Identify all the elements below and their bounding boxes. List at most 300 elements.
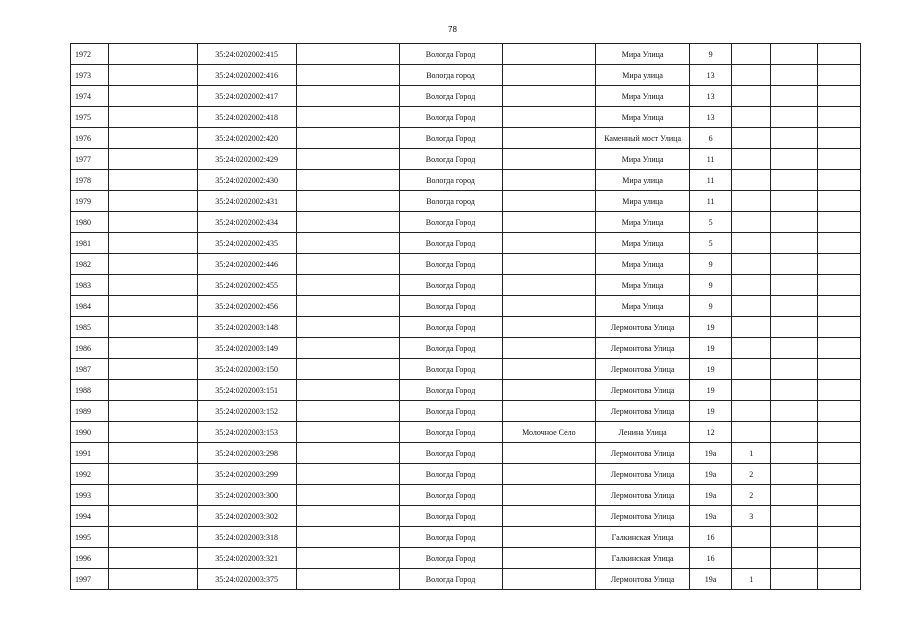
- row-number-cell: 1997: [71, 569, 109, 590]
- building-number-cell: 3: [732, 506, 771, 527]
- city-cell: Вологда Город: [399, 317, 502, 338]
- empty-cell: [296, 464, 399, 485]
- row-number-cell: 1996: [71, 548, 109, 569]
- building-number-cell: [732, 44, 771, 65]
- street-cell: Мира улица: [596, 170, 690, 191]
- empty-cell: [771, 254, 817, 275]
- empty-cell: [109, 128, 198, 149]
- street-cell: Мира Улица: [596, 149, 690, 170]
- empty-cell: [771, 86, 817, 107]
- empty-cell: [109, 380, 198, 401]
- empty-cell: [296, 506, 399, 527]
- city-cell: Вологда Город: [399, 212, 502, 233]
- empty-cell: [296, 275, 399, 296]
- empty-cell: [771, 65, 817, 86]
- house-number-cell: 19а: [689, 506, 731, 527]
- empty-cell: [817, 527, 860, 548]
- cadastral-number-cell: 35:24:0202002:455: [197, 275, 296, 296]
- table-row: [71, 485, 861, 506]
- house-number-cell: 19: [689, 317, 731, 338]
- street-cell: Лермонтова Улица: [596, 338, 690, 359]
- street-cell: Мира Улица: [596, 107, 690, 128]
- building-number-cell: [732, 296, 771, 317]
- settlement-cell: [502, 401, 596, 422]
- empty-cell: [817, 422, 860, 443]
- empty-cell: [109, 191, 198, 212]
- settlement-cell: [502, 44, 596, 65]
- house-number-cell: 5: [689, 212, 731, 233]
- settlement-cell: [502, 569, 596, 590]
- street-cell: Лермонтова Улица: [596, 443, 690, 464]
- city-cell: Вологда Город: [399, 359, 502, 380]
- city-cell: Вологда Город: [399, 149, 502, 170]
- table-row: [71, 233, 861, 254]
- empty-cell: [771, 548, 817, 569]
- table-row: [71, 191, 861, 212]
- settlement-cell: [502, 485, 596, 506]
- street-cell: Мира Улица: [596, 212, 690, 233]
- street-cell: Галкинская Улица: [596, 527, 690, 548]
- table-row: [71, 380, 861, 401]
- street-cell: Лермонтова Улица: [596, 485, 690, 506]
- city-cell: Вологда Город: [399, 380, 502, 401]
- cadastral-number-cell: 35:24:0202002:420: [197, 128, 296, 149]
- street-cell: Мира Улица: [596, 233, 690, 254]
- empty-cell: [296, 128, 399, 149]
- cadastral-number-cell: 35:24:0202002:416: [197, 65, 296, 86]
- settlement-cell: [502, 296, 596, 317]
- house-number-cell: 19: [689, 401, 731, 422]
- house-number-cell: 19а: [689, 485, 731, 506]
- cadastral-number-cell: 35:24:0202003:321: [197, 548, 296, 569]
- city-cell: Вологда Город: [399, 296, 502, 317]
- settlement-cell: [502, 128, 596, 149]
- table-row: [71, 464, 861, 485]
- empty-cell: [109, 65, 198, 86]
- cadastral-number-cell: 35:24:0202002:417: [197, 86, 296, 107]
- row-number-cell: 1980: [71, 212, 109, 233]
- settlement-cell: [502, 254, 596, 275]
- house-number-cell: 13: [689, 86, 731, 107]
- table-row: [71, 401, 861, 422]
- city-cell: Вологда Город: [399, 128, 502, 149]
- empty-cell: [109, 485, 198, 506]
- row-number-cell: 1994: [71, 506, 109, 527]
- cadastral-number-cell: 35:24:0202003:148: [197, 317, 296, 338]
- house-number-cell: 19а: [689, 464, 731, 485]
- empty-cell: [296, 401, 399, 422]
- building-number-cell: 2: [732, 464, 771, 485]
- table-row: [71, 128, 861, 149]
- building-number-cell: [732, 107, 771, 128]
- settlement-cell: [502, 443, 596, 464]
- cadastral-number-cell: 35:24:0202002:415: [197, 44, 296, 65]
- house-number-cell: 19а: [689, 569, 731, 590]
- street-cell: Лермонтова Улица: [596, 317, 690, 338]
- empty-cell: [109, 275, 198, 296]
- empty-cell: [109, 506, 198, 527]
- empty-cell: [771, 359, 817, 380]
- table-row: [71, 212, 861, 233]
- empty-cell: [817, 149, 860, 170]
- row-number-cell: 1975: [71, 107, 109, 128]
- table-row: [71, 338, 861, 359]
- street-cell: Мира Улица: [596, 86, 690, 107]
- city-cell: Вологда Город: [399, 338, 502, 359]
- building-number-cell: [732, 317, 771, 338]
- cadastral-number-cell: 35:24:0202003:318: [197, 527, 296, 548]
- empty-cell: [109, 170, 198, 191]
- empty-cell: [296, 170, 399, 191]
- cadastral-number-cell: 35:24:0202003:151: [197, 380, 296, 401]
- empty-cell: [817, 170, 860, 191]
- empty-cell: [817, 128, 860, 149]
- empty-cell: [109, 527, 198, 548]
- cadastral-number-cell: 35:24:0202002:431: [197, 191, 296, 212]
- empty-cell: [296, 212, 399, 233]
- empty-cell: [771, 401, 817, 422]
- house-number-cell: 19: [689, 380, 731, 401]
- empty-cell: [817, 359, 860, 380]
- empty-cell: [817, 65, 860, 86]
- cadastral-number-cell: 35:24:0202002:430: [197, 170, 296, 191]
- building-number-cell: 1: [732, 569, 771, 590]
- building-number-cell: [732, 86, 771, 107]
- house-number-cell: 16: [689, 548, 731, 569]
- building-number-cell: 2: [732, 485, 771, 506]
- empty-cell: [771, 191, 817, 212]
- empty-cell: [296, 233, 399, 254]
- empty-cell: [771, 338, 817, 359]
- house-number-cell: 9: [689, 44, 731, 65]
- building-number-cell: [732, 149, 771, 170]
- empty-cell: [817, 569, 860, 590]
- building-number-cell: [732, 170, 771, 191]
- empty-cell: [817, 380, 860, 401]
- empty-cell: [109, 422, 198, 443]
- empty-cell: [817, 296, 860, 317]
- street-cell: Лермонтова Улица: [596, 380, 690, 401]
- settlement-cell: [502, 359, 596, 380]
- street-cell: Галкинская Улица: [596, 548, 690, 569]
- city-cell: Вологда Город: [399, 401, 502, 422]
- empty-cell: [771, 569, 817, 590]
- building-number-cell: [732, 191, 771, 212]
- city-cell: Вологда Город: [399, 233, 502, 254]
- city-cell: Вологда Город: [399, 107, 502, 128]
- table-row: [71, 254, 861, 275]
- table-row: [71, 149, 861, 170]
- settlement-cell: [502, 86, 596, 107]
- empty-cell: [817, 191, 860, 212]
- settlement-cell: [502, 317, 596, 338]
- empty-cell: [109, 233, 198, 254]
- street-cell: Ленина Улица: [596, 422, 690, 443]
- cadastral-number-cell: 35:24:0202003:298: [197, 443, 296, 464]
- street-cell: Лермонтова Улица: [596, 359, 690, 380]
- table-body: [71, 44, 861, 590]
- house-number-cell: 9: [689, 275, 731, 296]
- empty-cell: [771, 296, 817, 317]
- empty-cell: [109, 212, 198, 233]
- street-cell: Лермонтова Улица: [596, 506, 690, 527]
- empty-cell: [296, 65, 399, 86]
- empty-cell: [817, 485, 860, 506]
- house-number-cell: 13: [689, 107, 731, 128]
- empty-cell: [109, 464, 198, 485]
- empty-cell: [771, 233, 817, 254]
- house-number-cell: 11: [689, 191, 731, 212]
- cadastral-number-cell: 35:24:0202003:300: [197, 485, 296, 506]
- street-cell: Каменный мост Улица: [596, 128, 690, 149]
- cadastral-number-cell: 35:24:0202003:299: [197, 464, 296, 485]
- row-number-cell: 1989: [71, 401, 109, 422]
- row-number-cell: 1991: [71, 443, 109, 464]
- city-cell: Вологда город: [399, 170, 502, 191]
- table-row: [71, 359, 861, 380]
- table-row: [71, 275, 861, 296]
- row-number-cell: 1988: [71, 380, 109, 401]
- cadastral-number-cell: 35:24:0202003:375: [197, 569, 296, 590]
- empty-cell: [296, 422, 399, 443]
- empty-cell: [109, 296, 198, 317]
- house-number-cell: 11: [689, 170, 731, 191]
- building-number-cell: [732, 548, 771, 569]
- empty-cell: [817, 233, 860, 254]
- table-row: [71, 65, 861, 86]
- empty-cell: [109, 401, 198, 422]
- empty-cell: [817, 506, 860, 527]
- empty-cell: [296, 44, 399, 65]
- empty-cell: [109, 86, 198, 107]
- empty-cell: [109, 569, 198, 590]
- settlement-cell: [502, 191, 596, 212]
- cadastral-number-cell: 35:24:0202003:153: [197, 422, 296, 443]
- empty-cell: [296, 359, 399, 380]
- street-cell: Мира Улица: [596, 296, 690, 317]
- empty-cell: [817, 338, 860, 359]
- row-number-cell: 1990: [71, 422, 109, 443]
- empty-cell: [771, 170, 817, 191]
- empty-cell: [296, 527, 399, 548]
- empty-cell: [817, 254, 860, 275]
- house-number-cell: 13: [689, 65, 731, 86]
- row-number-cell: 1981: [71, 233, 109, 254]
- empty-cell: [771, 485, 817, 506]
- building-number-cell: [732, 338, 771, 359]
- house-number-cell: 12: [689, 422, 731, 443]
- empty-cell: [817, 317, 860, 338]
- empty-cell: [296, 485, 399, 506]
- empty-cell: [109, 44, 198, 65]
- row-number-cell: 1977: [71, 149, 109, 170]
- table-row: [71, 527, 861, 548]
- empty-cell: [296, 380, 399, 401]
- empty-cell: [771, 107, 817, 128]
- city-cell: Вологда Город: [399, 422, 502, 443]
- house-number-cell: 11: [689, 149, 731, 170]
- table-row: [71, 569, 861, 590]
- cadastral-number-cell: 35:24:0202003:150: [197, 359, 296, 380]
- house-number-cell: 6: [689, 128, 731, 149]
- cadastral-number-cell: 35:24:0202003:152: [197, 401, 296, 422]
- empty-cell: [771, 44, 817, 65]
- city-cell: Вологда Город: [399, 254, 502, 275]
- table-row: [71, 107, 861, 128]
- row-number-cell: 1982: [71, 254, 109, 275]
- settlement-cell: [502, 170, 596, 191]
- city-cell: Вологда Город: [399, 506, 502, 527]
- cadastral-number-cell: 35:24:0202002:429: [197, 149, 296, 170]
- city-cell: Вологда Город: [399, 527, 502, 548]
- empty-cell: [771, 149, 817, 170]
- house-number-cell: 19: [689, 359, 731, 380]
- cadastral-number-cell: 35:24:0202003:149: [197, 338, 296, 359]
- building-number-cell: [732, 254, 771, 275]
- empty-cell: [817, 86, 860, 107]
- city-cell: Вологда Город: [399, 443, 502, 464]
- settlement-cell: [502, 65, 596, 86]
- table-row: [71, 86, 861, 107]
- settlement-cell: [502, 506, 596, 527]
- empty-cell: [817, 401, 860, 422]
- cadastral-number-cell: 35:24:0202002:456: [197, 296, 296, 317]
- empty-cell: [771, 443, 817, 464]
- empty-cell: [296, 569, 399, 590]
- row-number-cell: 1984: [71, 296, 109, 317]
- settlement-cell: [502, 107, 596, 128]
- settlement-cell: [502, 338, 596, 359]
- building-number-cell: [732, 527, 771, 548]
- city-cell: Вологда Город: [399, 86, 502, 107]
- row-number-cell: 1985: [71, 317, 109, 338]
- table-row: [71, 422, 861, 443]
- house-number-cell: 16: [689, 527, 731, 548]
- city-cell: Вологда город: [399, 65, 502, 86]
- empty-cell: [296, 86, 399, 107]
- settlement-cell: [502, 548, 596, 569]
- building-number-cell: [732, 401, 771, 422]
- empty-cell: [109, 149, 198, 170]
- empty-cell: [109, 254, 198, 275]
- empty-cell: [296, 254, 399, 275]
- empty-cell: [817, 464, 860, 485]
- settlement-cell: [502, 149, 596, 170]
- empty-cell: [771, 422, 817, 443]
- row-number-cell: 1993: [71, 485, 109, 506]
- city-cell: Вологда город: [399, 191, 502, 212]
- property-registry-table: [70, 43, 861, 590]
- street-cell: Лермонтова Улица: [596, 569, 690, 590]
- row-number-cell: 1978: [71, 170, 109, 191]
- city-cell: Вологда Город: [399, 485, 502, 506]
- row-number-cell: 1986: [71, 338, 109, 359]
- table-row: [71, 296, 861, 317]
- city-cell: Вологда Город: [399, 569, 502, 590]
- empty-cell: [771, 380, 817, 401]
- empty-cell: [817, 107, 860, 128]
- empty-cell: [817, 44, 860, 65]
- empty-cell: [109, 338, 198, 359]
- page-number: 78: [448, 25, 457, 34]
- building-number-cell: [732, 233, 771, 254]
- row-number-cell: 1987: [71, 359, 109, 380]
- building-number-cell: [732, 380, 771, 401]
- street-cell: Мира улица: [596, 191, 690, 212]
- building-number-cell: [732, 275, 771, 296]
- cadastral-number-cell: 35:24:0202002:446: [197, 254, 296, 275]
- table-row: [71, 506, 861, 527]
- empty-cell: [817, 275, 860, 296]
- empty-cell: [771, 128, 817, 149]
- row-number-cell: 1973: [71, 65, 109, 86]
- settlement-cell: [502, 464, 596, 485]
- cadastral-number-cell: 35:24:0202002:418: [197, 107, 296, 128]
- building-number-cell: [732, 212, 771, 233]
- row-number-cell: 1974: [71, 86, 109, 107]
- city-cell: Вологда Город: [399, 464, 502, 485]
- row-number-cell: 1992: [71, 464, 109, 485]
- empty-cell: [109, 548, 198, 569]
- empty-cell: [296, 317, 399, 338]
- house-number-cell: 9: [689, 296, 731, 317]
- empty-cell: [109, 443, 198, 464]
- street-cell: Мира Улица: [596, 44, 690, 65]
- empty-cell: [817, 212, 860, 233]
- empty-cell: [771, 317, 817, 338]
- empty-cell: [296, 443, 399, 464]
- city-cell: Вологда Город: [399, 275, 502, 296]
- table-row: [71, 170, 861, 191]
- settlement-cell: [502, 233, 596, 254]
- row-number-cell: 1995: [71, 527, 109, 548]
- street-cell: Мира улица: [596, 65, 690, 86]
- empty-cell: [771, 275, 817, 296]
- cadastral-number-cell: 35:24:0202002:435: [197, 233, 296, 254]
- cadastral-number-cell: 35:24:0202002:434: [197, 212, 296, 233]
- building-number-cell: [732, 128, 771, 149]
- empty-cell: [771, 464, 817, 485]
- street-cell: Лермонтова Улица: [596, 464, 690, 485]
- cadastral-number-cell: 35:24:0202003:302: [197, 506, 296, 527]
- house-number-cell: 9: [689, 254, 731, 275]
- row-number-cell: 1983: [71, 275, 109, 296]
- settlement-cell: Молочное Село: [502, 422, 596, 443]
- settlement-cell: [502, 527, 596, 548]
- empty-cell: [296, 149, 399, 170]
- settlement-cell: [502, 212, 596, 233]
- empty-cell: [296, 548, 399, 569]
- empty-cell: [771, 212, 817, 233]
- settlement-cell: [502, 275, 596, 296]
- city-cell: Вологда Город: [399, 548, 502, 569]
- empty-cell: [296, 107, 399, 128]
- row-number-cell: 1976: [71, 128, 109, 149]
- table-row: [71, 443, 861, 464]
- building-number-cell: [732, 65, 771, 86]
- building-number-cell: [732, 422, 771, 443]
- empty-cell: [771, 527, 817, 548]
- empty-cell: [109, 317, 198, 338]
- city-cell: Вологда Город: [399, 44, 502, 65]
- street-cell: Мира Улица: [596, 275, 690, 296]
- empty-cell: [296, 296, 399, 317]
- table-row: [71, 548, 861, 569]
- row-number-cell: 1972: [71, 44, 109, 65]
- settlement-cell: [502, 380, 596, 401]
- empty-cell: [296, 338, 399, 359]
- empty-cell: [771, 506, 817, 527]
